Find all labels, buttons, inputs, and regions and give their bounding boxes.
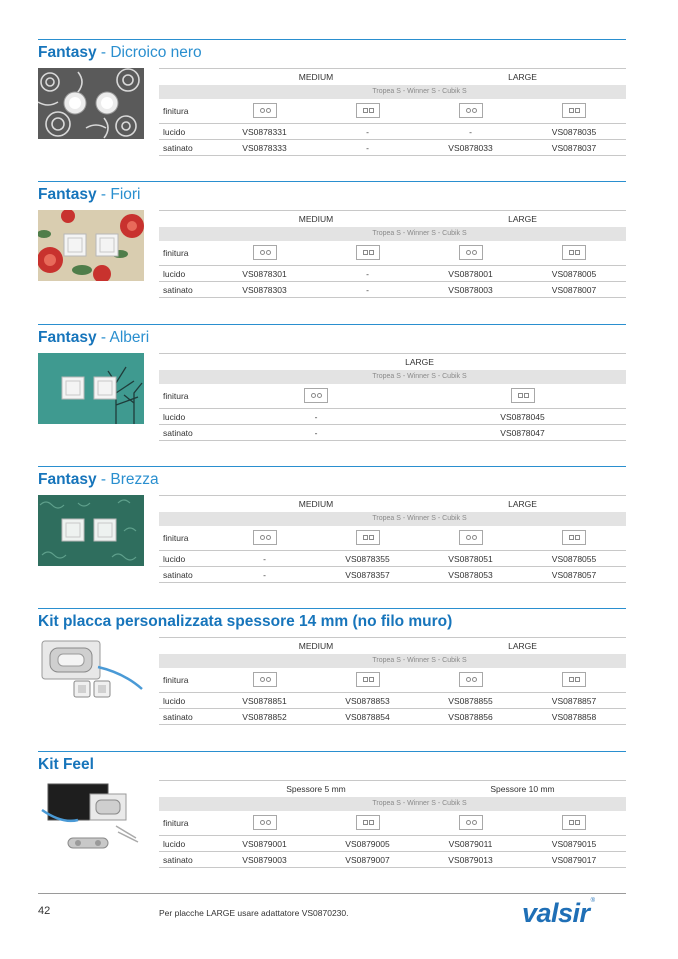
alberi-plate-thumbnail [38,353,144,424]
table-row: lucido VS0878301 - VS0878001 VS0878005 [159,266,626,282]
size-header-large: LARGE [419,496,626,512]
brezza-plate-thumbnail [38,495,144,566]
square-buttons-icon [562,245,586,260]
size-header-medium: MEDIUM [213,638,419,654]
product-table [159,68,626,156]
round-buttons-icon [459,672,483,687]
section-title: Fantasy - Fiori [38,186,141,203]
size-header-large: LARGE [419,69,626,85]
section-title: Kit placca personalizzata spessore 14 mm (no filo muro) [38,613,453,630]
finitura-label: finitura [159,384,213,409]
section-title: Fantasy - Brezza [38,471,159,488]
finitura-label: finitura [159,241,213,266]
compatibility-subheader: Tropea S - Winner S - Cubik S [213,227,626,241]
round-buttons-icon [253,672,277,687]
table-row: lucido - VS0878045 [159,409,626,425]
thickness-header-5mm: Spessore 5 mm [213,781,419,797]
dicroico-nero-plate-thumbnail [38,68,144,139]
table-row: lucido - VS0878355 VS0878051 VS0878055 [159,551,626,567]
table-row: satinato - VS0878047 [159,425,626,441]
size-header-large: LARGE [419,638,626,654]
thickness-header-10mm: Spessore 10 mm [419,781,626,797]
finitura-label: finitura [159,668,213,693]
registered-mark: ® [590,898,595,904]
kit-feel-thumbnail [38,780,144,851]
compatibility-subheader: Tropea S - Winner S - Cubik S [213,797,626,811]
compatibility-subheader: Tropea S - Winner S - Cubik S [213,512,626,526]
square-buttons-icon [356,103,380,118]
product-table [159,780,626,868]
round-buttons-icon [459,530,483,545]
table-row: lucido VS0878851 VS0878853 VS0878855 VS0878857 [159,693,626,709]
square-buttons-icon [356,815,380,830]
footer-note: Per placche LARGE usare adattatore VS0870230. [159,908,349,918]
product-table [159,353,626,441]
square-buttons-icon [511,388,535,403]
compatibility-subheader: Tropea S - Winner S - Cubik S [213,85,626,99]
compatibility-subheader: Tropea S - Winner S - Cubik S [213,654,626,668]
table-row: lucido VS0879001 VS0879005 VS0879011 VS0879015 [159,836,626,852]
finitura-label: finitura [159,99,213,124]
round-buttons-icon [253,530,277,545]
size-header-medium: MEDIUM [213,496,419,512]
section-rule [38,181,626,182]
product-table [159,637,626,725]
size-header-medium: MEDIUM [213,211,419,227]
round-buttons-icon [459,815,483,830]
square-buttons-icon [356,672,380,687]
kit-placca-thumbnail [38,637,144,708]
finitura-label: finitura [159,811,213,836]
size-header-large: LARGE [419,211,626,227]
section-rule [38,466,626,467]
table-row: satinato VS0879003 VS0879007 VS0879013 VS0879017 [159,852,626,868]
table-row: satinato VS0878333 - VS0878033 VS0878037 [159,140,626,156]
square-buttons-icon [356,245,380,260]
section-title: Fantasy - Alberi [38,329,150,346]
round-buttons-icon [253,815,277,830]
square-buttons-icon [562,530,586,545]
section-rule [38,751,626,752]
round-buttons-icon [253,245,277,260]
square-buttons-icon [562,672,586,687]
section-rule [38,324,626,325]
round-buttons-icon [253,103,277,118]
table-row: satinato VS0878852 VS0878854 VS0878856 VS0878858 [159,709,626,725]
size-header-medium: MEDIUM [213,69,419,85]
product-table [159,495,626,583]
compatibility-subheader: Tropea S - Winner S - Cubik S [213,370,626,384]
round-buttons-icon [304,388,328,403]
finitura-label: finitura [159,526,213,551]
round-buttons-icon [459,245,483,260]
product-table [159,210,626,298]
table-row: lucido VS0878331 - - VS0878035 [159,124,626,140]
square-buttons-icon [562,815,586,830]
page-number: 42 [38,905,51,917]
square-buttons-icon [562,103,586,118]
table-row: satinato - VS0878357 VS0878053 VS0878057 [159,567,626,583]
size-header-large: LARGE [213,354,626,370]
table-row: satinato VS0878303 - VS0878003 VS0878007 [159,282,626,298]
section-rule [38,39,626,40]
section-title: Fantasy - Dicroico nero [38,44,202,61]
fiori-plate-thumbnail [38,210,144,281]
section-title: Kit Feel [38,756,94,773]
square-buttons-icon [356,530,380,545]
footer-rule [38,893,626,894]
valsir-logo: valsir® [522,898,595,928]
section-rule [38,608,626,609]
round-buttons-icon [459,103,483,118]
